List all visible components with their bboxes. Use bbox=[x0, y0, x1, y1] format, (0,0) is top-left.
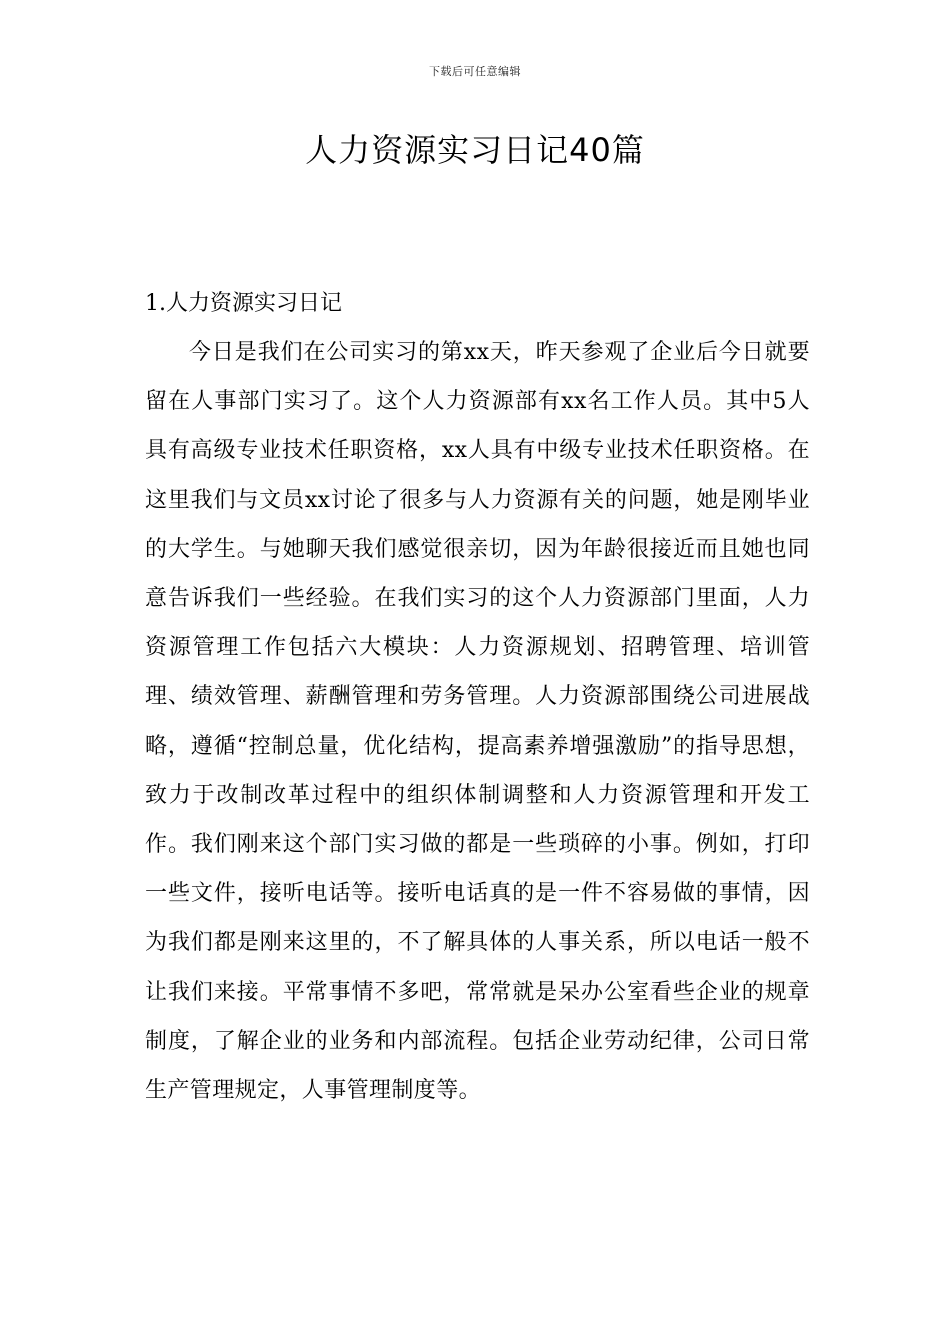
section-heading: 1.人力资源实习日记 bbox=[145, 291, 342, 316]
page-header-note: 下载后可任意编辑 bbox=[429, 65, 521, 78]
document-title: 人力资源实习日记40篇 bbox=[305, 131, 645, 169]
section-paragraph: 今日是我们在公司实习的第xx天，昨天参观了企业后今日就要留在人事部门实习了。这个人力资源部有xx名工作人员。其中5人具有高级专业技术任职资格，xx人具有中级专业技术任职资格。在这里我们与文员xx讨论了很多与人力资源有关的问题，她是刚毕业的大学生。与她聊天我们感觉很亲切，因为年龄很接近而且她也同意告诉我们一些经验。在我们实习的这个人力资源部门里面，人力资源管理工作包括六大模块：人力资源规划、招聘管理、培训管理、绩效管理、薪酬管理和劳务管理。人力资源部围绕公司进展战略，遵循“控制总量，优化结构，提高素养增强激励”的指导思想，致力于改制改革过程中的组织体制调整和人力资源管理和开发工作。我们刚来这个部门实习做的都是一些琐碎的小事。例如，打印一些文件，接听电话等。接听电话真的是一件不容易做的事情，因为我们都是刚来这里的，不了解具体的人事关系，所以电话一般不让我们来接。平常事情不多吧，常常就是呆办公室看些企业的规章制度，了解企业的业务和内部流程。包括企业劳动纪律，公司日常生产管理规定，人事管理制度等。 bbox=[145, 340, 810, 1104]
document-body bbox=[145, 279, 810, 1115]
